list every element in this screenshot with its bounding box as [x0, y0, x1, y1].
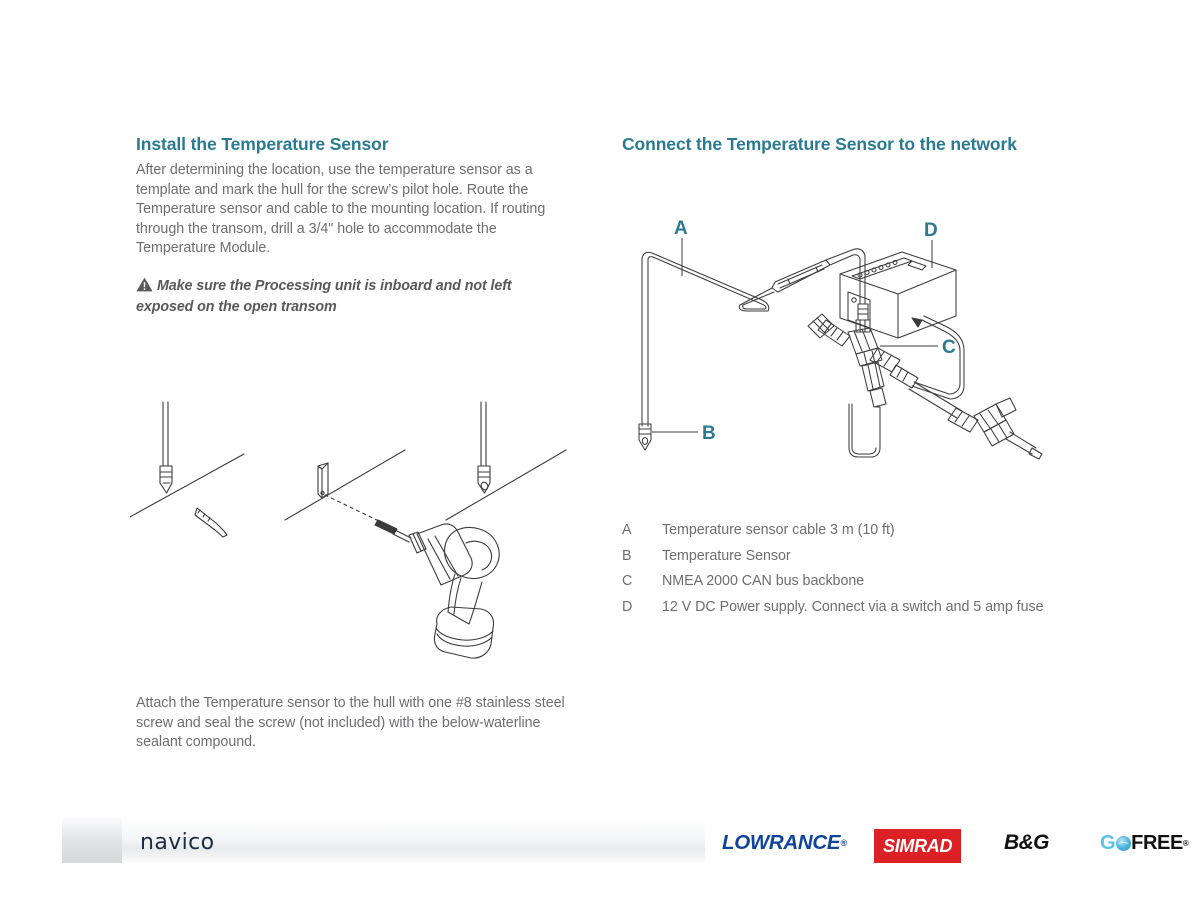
callout-label-c: C — [942, 337, 956, 358]
network-wiring-figure — [612, 208, 1072, 473]
connect-section — [622, 134, 1072, 155]
footer-bar-cap — [62, 818, 122, 863]
globe-icon — [1116, 836, 1131, 851]
warning-note-text: Make sure the Processing unit is inboard and not left exposed on the open transom — [136, 277, 512, 315]
installation-steps-figure — [130, 398, 590, 683]
power-supply-box — [840, 252, 964, 399]
nmea2000-backbone — [808, 314, 1042, 459]
bandg-logo-text: B&G — [1004, 831, 1049, 854]
legend-item — [622, 598, 1052, 617]
legend-value: Temperature sensor cable 3 m (10 ft) — [662, 522, 895, 538]
step-1-group — [130, 402, 244, 537]
step-2-group — [285, 450, 499, 658]
callout-label-a: A — [674, 218, 688, 239]
legend-key: D — [622, 598, 633, 615]
brand-logo-row — [722, 826, 1189, 866]
navico-logo: navico — [140, 830, 215, 855]
install-figure-caption: Attach the Temperature sensor to the hull with one #8 stainless steel screw and seal the screw (not included) with the below-waterline sealant compound. — [136, 695, 565, 750]
gofree-trademark-icon: ® — [1182, 838, 1189, 848]
gofree-logo-prefix: G — [1100, 831, 1116, 854]
simrad-logo — [874, 829, 961, 863]
callout-label-b: B — [702, 423, 716, 444]
install-section-body: After determining the location, use the temperature sensor as a template and mark the hull for the screw’s pilot hole. Route the Temperature sensor and cable to the mounting location. If routing through the transom, drill a 3/4" hole to accommodate the Temperature Module. — [136, 162, 546, 256]
legend-item — [622, 572, 1052, 591]
legend-item — [622, 521, 1052, 540]
legend-item — [622, 547, 1052, 566]
step-3-group — [446, 402, 566, 520]
legend-key: C — [622, 573, 633, 589]
legend-value: NMEA 2000 CAN bus backbone — [662, 573, 865, 589]
gofree-logo-suffix: FREE — [1131, 831, 1183, 854]
gofree-logo — [1100, 826, 1188, 860]
page-footer — [0, 812, 1200, 878]
connect-section-heading: Connect the Temperature Sensor to the network — [622, 134, 1017, 154]
warning-note — [136, 277, 561, 318]
bandg-logo — [1004, 826, 1049, 860]
legend-value: 12 V DC Power supply. Connect via a switch and 5 amp fuse — [662, 598, 1044, 615]
install-section-heading: Install the Temperature Sensor — [136, 134, 389, 154]
lowrance-logo — [722, 826, 847, 860]
legend-key: A — [622, 522, 632, 538]
temperature-sensor-cable — [642, 249, 865, 426]
temperature-sensor-tip — [639, 424, 651, 450]
simrad-logo-text: SIMRAD — [883, 835, 953, 856]
callout-label-d: D — [924, 220, 938, 241]
legend-key: B — [622, 547, 632, 564]
install-section — [136, 134, 561, 318]
callout-legend-list — [622, 521, 1052, 623]
lowrance-logo-text: LOWRANCE — [722, 831, 841, 854]
warning-triangle-icon — [136, 277, 153, 299]
legend-value: Temperature Sensor — [662, 547, 791, 564]
lowrance-trademark-icon: ® — [840, 838, 847, 848]
